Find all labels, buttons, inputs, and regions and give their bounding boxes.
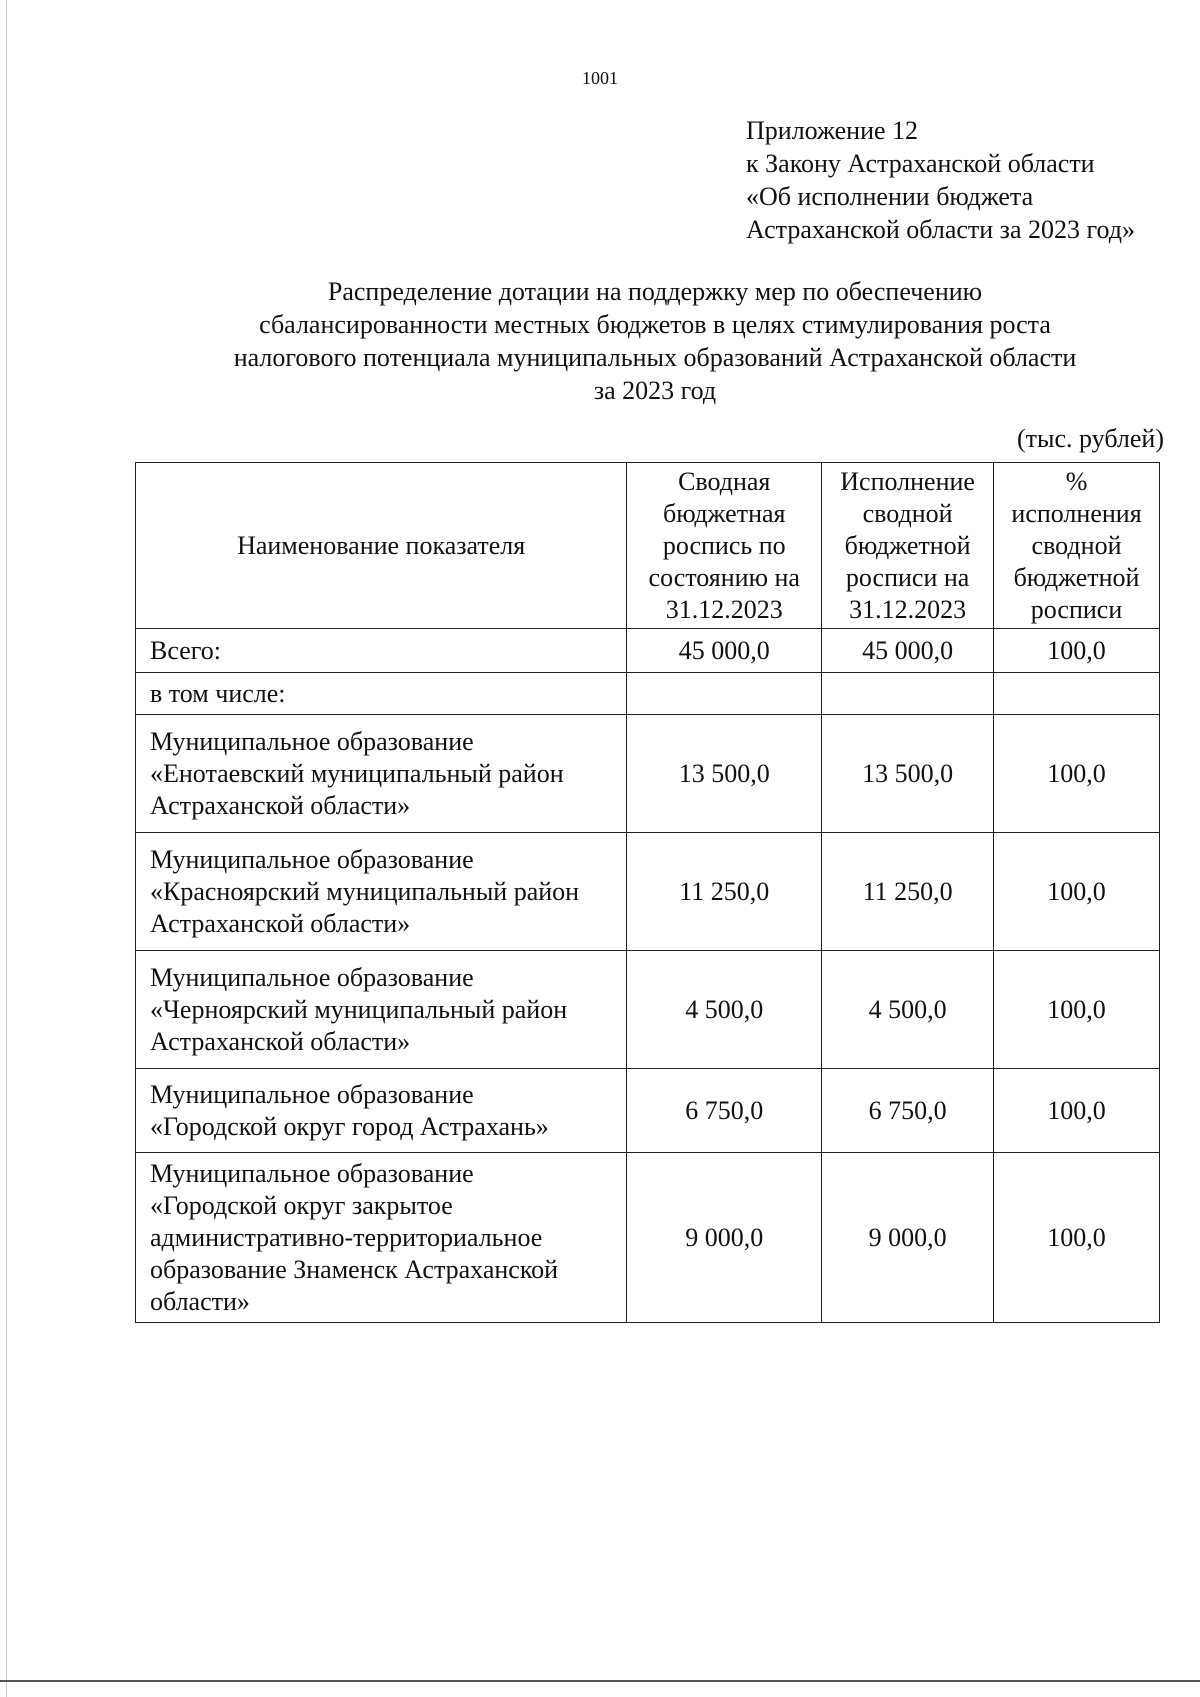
row-name-line: «Енотаевский муниципальный район (150, 758, 564, 788)
table-row (136, 951, 1160, 1069)
table-row (136, 1069, 1160, 1153)
annex-block (746, 114, 1135, 246)
header-percent (994, 463, 1160, 629)
header-line: исполнения (1011, 498, 1142, 528)
row-fact: 6 750,0 (822, 1069, 994, 1153)
page-number: 1001 (582, 68, 618, 88)
row-percent: 100,0 (994, 715, 1160, 833)
row-name-line: Астраханской области» (150, 908, 411, 938)
scan-left-edge (6, 0, 7, 1697)
total-percent: 100,0 (994, 629, 1160, 673)
empty-cell (994, 673, 1160, 715)
title-line: налогового потенциала муниципальных образований Астраханской области (233, 343, 1077, 372)
row-fact: 4 500,0 (822, 951, 994, 1069)
row-name-line: Муниципальное образование (150, 1079, 474, 1109)
header-name: Наименование показателя (136, 463, 627, 629)
table-row (136, 715, 1160, 833)
header-fact (822, 463, 994, 629)
row-percent: 100,0 (994, 1153, 1160, 1323)
header-line: 31.12.2023 (665, 594, 783, 624)
table-header-row (136, 463, 1160, 629)
annex-line: «Об исполнении бюджета (746, 182, 1034, 211)
annex-line: Астраханской области за 2023 год» (746, 215, 1135, 244)
row-name (136, 1153, 627, 1323)
row-name (136, 1069, 627, 1153)
including-label: в том числе: (136, 673, 627, 715)
row-name-line: «Городской округ закрытое (150, 1190, 453, 1220)
empty-cell (627, 673, 822, 715)
header-line: бюджетная (662, 498, 786, 528)
row-name-line: Муниципальное образование (150, 962, 474, 992)
table-row-including (136, 673, 1160, 715)
row-plan: 9 000,0 (627, 1153, 822, 1323)
table-row (136, 833, 1160, 951)
header-line: роспись по (662, 530, 786, 560)
row-percent: 100,0 (994, 833, 1160, 951)
row-name-line: административно-территориальное (150, 1222, 543, 1252)
empty-cell (822, 673, 994, 715)
header-line: бюджетной (844, 530, 971, 560)
header-line: % (1065, 466, 1088, 496)
row-plan: 11 250,0 (627, 833, 822, 951)
header-line: росписи на (845, 562, 970, 592)
annex-line: к Закону Астраханской области (746, 149, 1095, 178)
row-name (136, 715, 627, 833)
row-name (136, 833, 627, 951)
row-plan: 13 500,0 (627, 715, 822, 833)
row-percent: 100,0 (994, 1069, 1160, 1153)
row-name-line: Астраханской области» (150, 1026, 411, 1056)
row-fact: 9 000,0 (822, 1153, 994, 1323)
title-line: сбалансированности местных бюджетов в целях стимулирования роста (259, 310, 1051, 339)
row-fact: 13 500,0 (822, 715, 994, 833)
total-label: Всего: (136, 629, 627, 673)
row-plan: 4 500,0 (627, 951, 822, 1069)
row-name (136, 951, 627, 1069)
row-name-line: «Городской округ город Астрахань» (150, 1111, 549, 1141)
header-line: 31.12.2023 (849, 594, 967, 624)
row-name-line: области» (150, 1286, 250, 1316)
header-line: бюджетной (1013, 562, 1140, 592)
table-row-total (136, 629, 1160, 673)
scan-bottom-line (0, 1680, 1200, 1682)
row-fact: 11 250,0 (822, 833, 994, 951)
document-title (150, 275, 1160, 407)
total-fact: 45 000,0 (822, 629, 994, 673)
row-percent: 100,0 (994, 951, 1160, 1069)
header-line: Сводная (678, 466, 771, 496)
row-name-line: образование Знаменск Астраханской (150, 1254, 559, 1284)
row-name-line: Муниципальное образование (150, 726, 474, 756)
header-plan (627, 463, 822, 629)
annex-line: Приложение 12 (746, 116, 919, 145)
row-name-line: Астраханской области» (150, 790, 411, 820)
total-plan: 45 000,0 (627, 629, 822, 673)
row-name-line: «Красноярский муниципальный район (150, 876, 580, 906)
row-name-line: Муниципальное образование (150, 1158, 474, 1188)
header-line: сводной (1031, 530, 1122, 560)
title-line: за 2023 год (593, 376, 717, 405)
row-name-line: «Черноярский муниципальный район (150, 994, 568, 1024)
budget-table (135, 462, 1160, 1323)
row-name-line: Муниципальное образование (150, 844, 474, 874)
header-line: росписи (1030, 594, 1123, 624)
header-line: состоянию на (648, 562, 800, 592)
header-line: сводной (862, 498, 953, 528)
units-label: (тыс. рублей) (1016, 424, 1164, 453)
title-line: Распределение дотации на поддержку мер по обеспечению (327, 277, 983, 306)
table-row (136, 1153, 1160, 1323)
row-plan: 6 750,0 (627, 1069, 822, 1153)
header-line: Исполнение (840, 466, 975, 496)
